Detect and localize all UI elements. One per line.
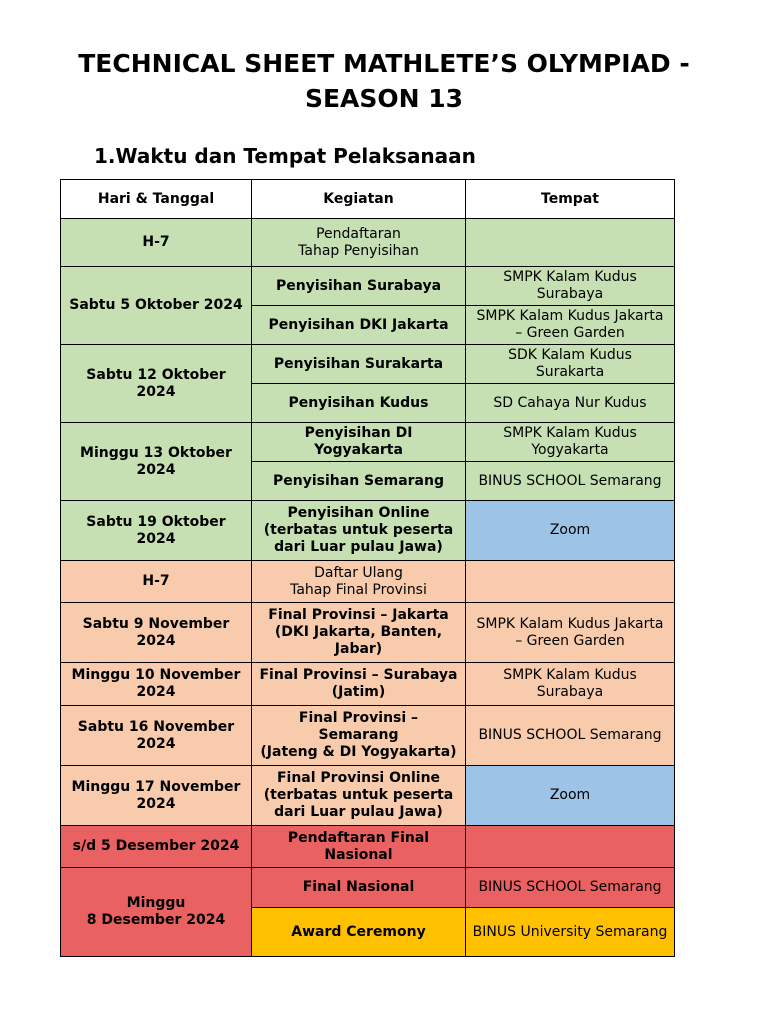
activity-line: dari Luar pulau Jawa) (274, 804, 443, 820)
date-line: 2024 (136, 461, 176, 478)
table-header-row (61, 180, 675, 219)
title-line-2: SEASON 13 (304, 84, 464, 113)
date-cell (61, 706, 252, 766)
date-line: 8 Desember 2024 (86, 912, 226, 928)
date-line: Minggu 13 Oktober (80, 444, 232, 461)
activity-line: Final Provinsi – (298, 710, 419, 726)
activity-cell: Penyisihan Kudus (252, 384, 466, 423)
section-heading: 1.Waktu dan Tempat Pelaksanaan (94, 144, 476, 168)
place-cell: SD Cahaya Nur Kudus (466, 384, 675, 423)
date-line: Sabtu 12 Oktober (86, 366, 226, 383)
date-cell (61, 766, 252, 826)
activity-line: (DKI Jakarta, Banten, (274, 624, 443, 640)
place-cell: SDK Kalam Kudus Surakarta (466, 345, 675, 384)
activity-line: Semarang (318, 727, 399, 743)
title-line-1: TECHNICAL SHEET MATHLETE’S OLYMPIAD - (78, 49, 690, 78)
activity-line: Tahap Penyisihan (298, 242, 419, 259)
table-row (61, 345, 675, 384)
header-activity: Kegiatan (252, 180, 466, 219)
activity-line: Tahap Final Provinsi (290, 581, 427, 598)
date-line: 2024 (136, 684, 176, 700)
place-cell (466, 423, 675, 462)
place-line: Surabaya (536, 684, 604, 700)
date-line: 2024 (136, 795, 176, 812)
activity-line: (terbatas untuk peserta (263, 522, 454, 538)
date-cell: s/d 5 Desember 2024 (61, 826, 252, 868)
place-line: SMPK Kalam Kudus Jakarta (476, 308, 664, 324)
activity-line: Final Provinsi – Jakarta (268, 607, 449, 623)
activity-line: Final Provinsi – Surabaya (259, 667, 458, 683)
place-cell (466, 219, 675, 267)
date-cell (61, 345, 252, 423)
date-line: Minggu 10 November (71, 667, 241, 683)
place-line: Surabaya (536, 286, 604, 302)
document-title (40, 46, 728, 116)
date-cell: Sabtu 5 Oktober 2024 (61, 267, 252, 345)
activity-cell: Penyisihan Surabaya (252, 267, 466, 306)
place-cell (466, 306, 675, 345)
date-cell (61, 501, 252, 561)
activity-cell (252, 826, 466, 868)
place-line: – Green Garden (515, 325, 625, 341)
activity-line: Daftar Ulang (314, 564, 403, 581)
activity-line: Final Provinsi Online (276, 770, 441, 786)
place-line: Yogyakarta (531, 442, 609, 458)
activity-cell (252, 663, 466, 706)
date-cell (61, 603, 252, 663)
place-cell (466, 603, 675, 663)
date-cell (61, 868, 252, 957)
date-line: Minggu (126, 895, 186, 911)
table-row (61, 501, 675, 561)
table-row (61, 766, 675, 826)
place-cell: BINUS SCHOOL Semarang (466, 706, 675, 766)
date-line: Minggu 17 November (71, 778, 241, 795)
activity-line: Jabar) (334, 641, 383, 657)
activity-cell: Penyisihan DKI Jakarta (252, 306, 466, 345)
table-row (61, 706, 675, 766)
activity-cell: Final Nasional (252, 868, 466, 908)
activity-cell: Penyisihan Semarang (252, 462, 466, 501)
place-cell (466, 561, 675, 603)
table-row (61, 603, 675, 663)
place-line: SMPK Kalam Kudus (503, 425, 637, 441)
table-row (61, 561, 675, 603)
date-line: 2024 (136, 735, 176, 752)
place-cell: BINUS SCHOOL Semarang (466, 868, 675, 908)
place-cell: BINUS University Semarang (466, 908, 675, 957)
date-cell: H-7 (61, 561, 252, 603)
date-cell (61, 663, 252, 706)
schedule-table (60, 179, 675, 957)
date-cell (61, 423, 252, 501)
activity-line: Pendaftaran (316, 225, 401, 242)
table-row (61, 219, 675, 267)
activity-cell (252, 219, 466, 267)
date-line: Sabtu 16 November (77, 718, 235, 735)
place-cell: Zoom (466, 766, 675, 826)
activity-cell (252, 766, 466, 826)
activity-cell (252, 561, 466, 603)
activity-line: dari Luar pulau Jawa) (274, 539, 443, 555)
place-cell (466, 663, 675, 706)
header-date: Hari & Tanggal (61, 180, 252, 219)
activity-line: (Jateng & DI Yogyakarta) (260, 744, 457, 760)
table-row (61, 663, 675, 706)
activity-line: Penyisihan Online (287, 505, 430, 521)
activity-cell (252, 501, 466, 561)
table-row (61, 423, 675, 462)
date-line: 2024 (136, 632, 176, 649)
activity-cell (252, 706, 466, 766)
activity-line: (Jatim) (331, 684, 386, 700)
place-cell: Zoom (466, 501, 675, 561)
date-line: 2024 (136, 383, 176, 400)
place-cell (466, 267, 675, 306)
table-row (61, 267, 675, 306)
place-cell: BINUS SCHOOL Semarang (466, 462, 675, 501)
activity-line: (terbatas untuk peserta (263, 787, 454, 803)
activity-line: Pendaftaran Final (287, 829, 430, 846)
date-cell: H-7 (61, 219, 252, 267)
activity-cell: Penyisihan DI Yogyakarta (252, 423, 466, 462)
activity-line: Nasional (324, 846, 393, 863)
date-line: Sabtu 19 Oktober (86, 513, 226, 530)
place-line: SMPK Kalam Kudus (503, 667, 637, 683)
activity-cell: Award Ceremony (252, 908, 466, 957)
table-row (61, 868, 675, 908)
date-line: Sabtu 9 November (82, 615, 230, 632)
table-row (61, 826, 675, 868)
place-line: – Green Garden (515, 632, 625, 649)
place-line: SMPK Kalam Kudus Jakarta (476, 615, 664, 632)
place-line: SMPK Kalam Kudus (503, 269, 637, 285)
activity-cell: Penyisihan Surakarta (252, 345, 466, 384)
date-line: 2024 (136, 530, 176, 547)
place-cell (466, 826, 675, 868)
activity-cell (252, 603, 466, 663)
header-place: Tempat (466, 180, 675, 219)
